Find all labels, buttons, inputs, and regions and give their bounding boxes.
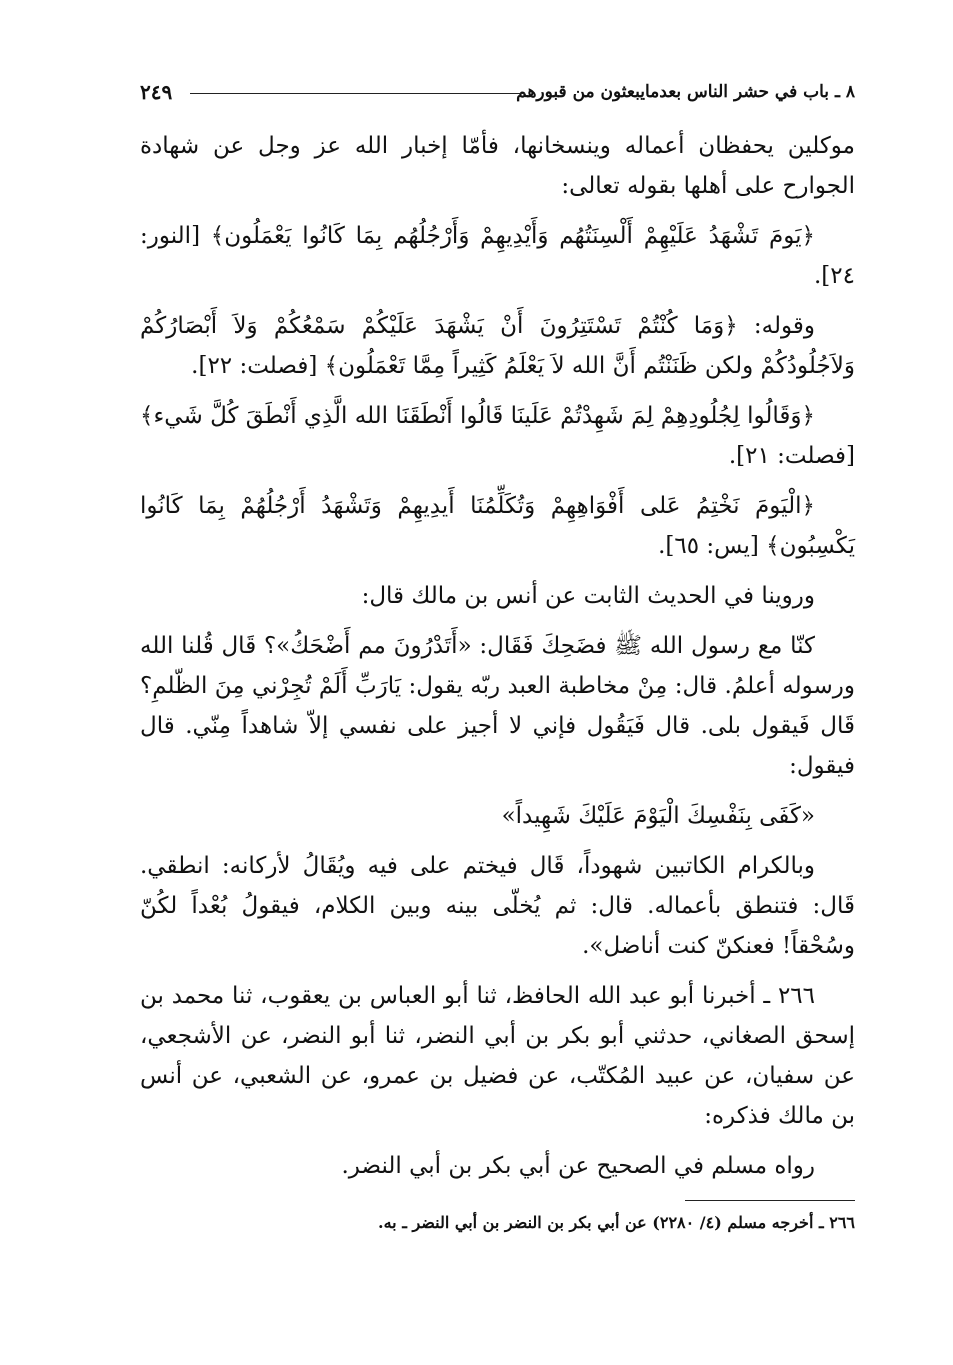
isnad-paragraph: ٢٦٦ ـ أخبرنا أبو عبد الله الحافظ، ثنا أبو العباس بن يعقوب، ثنا محمد بن إسحق الصغاني، حدثني أبو بكر بن أبي النضر، ثنا أبو النضر، عن الأشجعي، عن سفيان، عن عبيد المُكتّب، عن فضيل بن عمرو، عن الشعبي، عن أنس بن مالك فذكره: (140, 983, 855, 1129)
header-rule (190, 93, 525, 94)
paragraph: رواه مسلم في الصحيح عن أبي بكر بن أبي النضر. (341, 1153, 815, 1179)
chapter-title: ٨ ـ باب في حشر الناس بعدمايبعثون من قبورهم (516, 82, 855, 102)
hadith-text: كنّا مع رسول الله ﷺ فضَحِكَ فَقَال: «أَتَدْرُونَ مم أَضْحَكُ»؟ قَال قُلنا الله ورسوله أعلمُ. قال: مِنْ مخاطبة العبد ربّه يقول: يَارَبِّ أَلَمْ تُجِرْني مِنَ الظّلمِ؟ قَال فَيقول بلى. قال فَيَقُول فإني لا أجيز على نفسي إلاّ شاهداً مِنّي. قال فيقول: (140, 633, 855, 779)
paragraph: موكلين يحفظان أعماله وينسخانها، فأمّا إخبار الله عز وجل عن شهادة الجوارح على أهلها بقوله تعالى: (140, 133, 855, 199)
page-header (140, 82, 855, 112)
quran-verse: وقوله: ﴿وَمَا كُنْتُمْ تَسْتَتِرُونَ أَنْ يَشْهَدَ عَلَيْكُمْ سَمْعُكُمْ وَلاَ أَبْصَارُكُمْ وَلاَجُلُودُكُمْ ولكن ظَنَنْتُم أَنَّ الله لاَ يَعْلَمُ كَثِيراً مِمَّا تَعْمَلُون﴾ [فصلت: ٢٢]. (140, 313, 855, 379)
page-number: ٢٤٩ (140, 80, 173, 104)
quran-verse: ﴿وَقَالُوا لِجُلُودِهِمْ لِمَ شَهِدْتُمْ عَلَينَا قَالُوا أَنْطَقَنَا الله الَّذِي أَنْطَقَ كُلَّ شَيء﴾ [فصلت: ٢١]. (140, 403, 855, 469)
hadith-quote: «كَفَى بِنَفْسِكَ الْيَوْمَ عَلَيْكَ شَهِيداً» (501, 803, 815, 829)
footnote-rule (685, 1200, 855, 1201)
hadith-text: وبالكرام الكاتبين شهوداً، قَال فيختم على فيه ويُقَالُ لأركانه: انطقي. قَال: فتنطق بأعماله. قال: ثم يُخلّى بينه وبين الكلام، فيقولُ بُعْداً لكُنّ وسُحْقاً! فعنكنّ كنت أناضل». (140, 853, 855, 959)
quran-verse: ﴿الْيَومَ نَخْتِمُ عَلى أَفْوَاهِهِمْ وَتُكَلِّمُنَا أَيدِيهِمْ وَتَشْهَدُ أَرْجُلُهُمْ بِمَا كَانُوا يَكْسِبُون﴾ [يس: ٦٥]. (140, 493, 855, 559)
footnote: ٢٦٦ ـ أخرجه مسلم (٤/ ٢٢٨٠) عن أبي بكر بن النضر بن أبي النضر ـ به. (378, 1213, 855, 1232)
paragraph: وروينا في الحديث الثابت عن أنس بن مالك قال: (361, 583, 815, 609)
page-body (140, 126, 855, 1186)
book-page (140, 82, 855, 1235)
quran-verse: ﴿يَومَ تَشْهَدُ عَلَيْهِمْ أَلْسِنَتُهُم وَأَيْدِيهِمْ وَأَرْجُلُهُم بِمَا كَانُوا يَعْمَلُون﴾ [النور: ٢٤]. (140, 223, 855, 289)
